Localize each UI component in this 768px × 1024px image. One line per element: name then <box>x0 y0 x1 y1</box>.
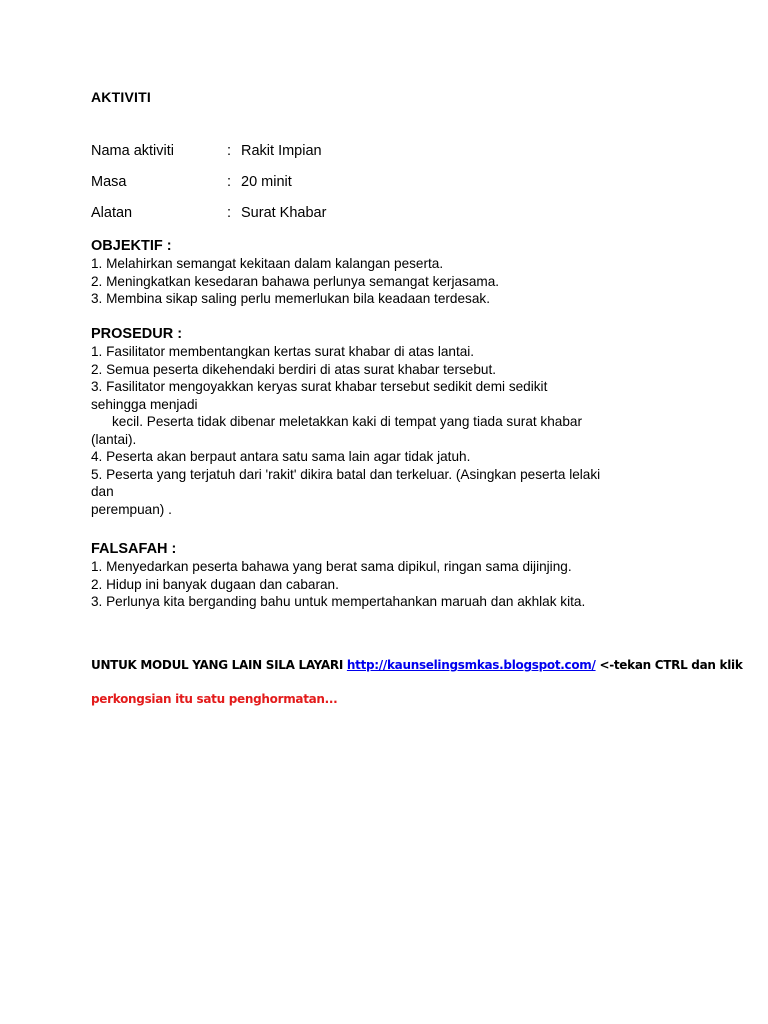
blog-link[interactable]: http://kaunselingsmkas.blogspot.com/ <box>346 658 596 672</box>
info-label: Alatan <box>91 205 133 221</box>
info-label: Nama aktiviti <box>91 143 174 159</box>
list-item: 2. Hidup ini banyak dugaan dan cabaran. <box>91 576 339 592</box>
section-prosedur <box>91 325 691 518</box>
list-item: 2. Meningkatkan kesedaran bahawa perlunya semangat kerjasama. <box>91 273 500 289</box>
list-item: 1. Melahirkan semangat kekitaan dalam kalangan peserta. <box>91 256 444 271</box>
list-item: 1. Fasilitator membentangkan kertas surat khabar di atas lantai. <box>91 344 475 359</box>
list-item: 2. Semua peserta dikehendaki berdiri di atas surat khabar tersebut. <box>91 361 497 377</box>
promo-prefix: UNTUK MODUL YANG LAIN SILA LAYARI <box>91 658 347 672</box>
list-item: 3. Fasilitator mengoyakkan keryas surat khabar tersebut sedikit demi sedikit <box>91 379 548 394</box>
list-item: 5. Peserta yang terjatuh dari 'rakit' dikira batal dan terkeluar. (Asingkan peserta lelaki <box>91 466 601 482</box>
section-title-prosedur: PROSEDUR : <box>91 326 183 342</box>
section-title-objektif: OBJEKTIF : <box>91 238 172 254</box>
section-objektif <box>91 237 691 308</box>
list-item-continuation: sehingga menjadi <box>91 396 198 412</box>
section-falsafah <box>91 540 691 611</box>
list-item-continuation: (lantai). <box>91 431 137 447</box>
info-value: Rakit Impian <box>241 143 322 159</box>
info-label: Masa <box>91 174 127 190</box>
tagline: perkongsian itu satu penghormatan... <box>91 692 338 706</box>
list-item: 3. Perlunya kita berganding bahu untuk mempertahankan maruah dan akhlak kita. <box>91 594 586 609</box>
info-row-alatan <box>91 203 326 223</box>
info-colon: : <box>227 143 232 159</box>
list-item: 3. Membina sikap saling perlu memerlukan bila keadaan terdesak. <box>91 291 490 306</box>
section-title-falsafah: FALSAFAH : <box>91 541 177 557</box>
list-item-continuation: kecil. Peserta tidak dibenar meletakkan kaki di tempat yang tiada surat khabar <box>112 414 582 429</box>
promo-line <box>91 658 743 672</box>
info-value: Surat Khabar <box>241 205 327 221</box>
page-title: AKTIVITI <box>91 89 151 105</box>
info-row-masa <box>91 172 292 192</box>
promo-suffix: <-tekan CTRL dan klik <box>595 658 743 672</box>
info-row-nama-aktiviti <box>91 141 322 161</box>
list-item-continuation: dan <box>91 484 114 499</box>
list-item-continuation: perempuan) . <box>91 501 172 517</box>
info-colon: : <box>227 205 232 221</box>
list-item: 1. Menyedarkan peserta bahawa yang berat sama dipikul, ringan sama dijinjing. <box>91 559 572 574</box>
list-item: 4. Peserta akan berpaut antara satu sama lain agar tidak jatuh. <box>91 449 471 464</box>
info-value: 20 minit <box>241 174 292 190</box>
info-colon: : <box>227 174 232 190</box>
